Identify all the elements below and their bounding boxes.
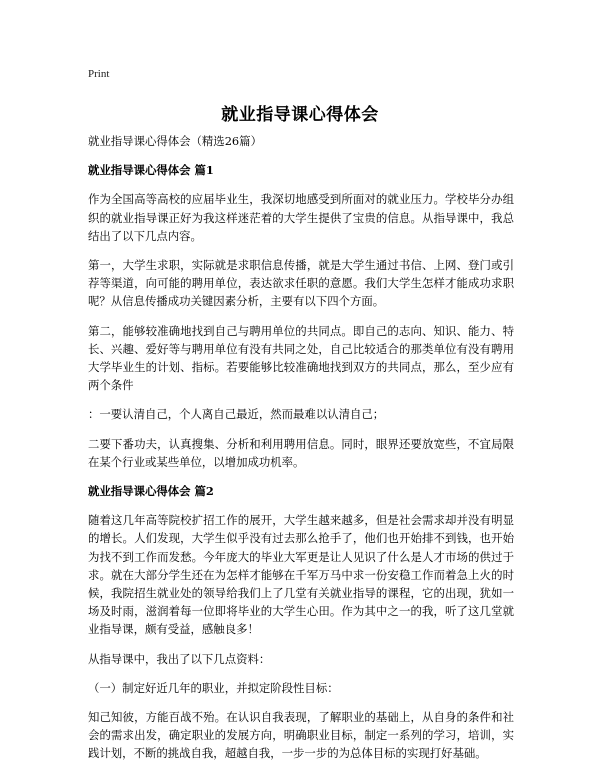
paragraph: 知己知彼，方能百战不殆。在认识自我表现，了解职业的基础上，从自身的条件和社会的需求出发，确定职业的发展方向，明确职业目标，制定一系列的学习，培训，实践计划，不断的挑战自我，超越自我，一步一步的为总体目标的实现打好基础。 [88, 710, 514, 761]
document-title: 就业指导课心得体会 [221, 105, 379, 125]
paragraph: 从指导课中，我出了以下几点资料： [88, 651, 271, 666]
print-label: Print [88, 68, 110, 80]
paragraph: （一）制定好近几年的职业，并拟定阶段性目标： [88, 680, 339, 695]
paragraph: 第一，大学生求职，实际就是求职信息传播，就是大学生通过书信、上网、登门或引荐等渠道，向可能的聘用单位，表达欲求任职的意愿。我们大学生怎样才能成功求职呢？从信息传播成功关键因素分析，主要有以下四个方面。 [88, 258, 514, 309]
paragraph: 第二，能够较准确地找到自己与聘用单位的共同点。即自己的志向、知识、能力、特长、兴趣、爱好等与聘用单位有没有共同之处，自己比较适合的那类单位有没有聘用大学毕业生的计划、指标。若要能够比较准确地找到双方的共同点，那么，至少应有两个条件 [88, 323, 514, 393]
paragraph: 随着这几年高等院校扩招工作的展开，大学生越来越多，但是社会需求却并没有明显的增长。人们发现，大学生似乎没有过去那么抢手了，他们也开始排不到钱，也开始为找不到工作而发愁。今年庞大的毕业大军更是让人见识了什么是人才市场的供过于求。就在大部分学生还在为怎样才能够在千军万马中求一份安稳工作而着急上火的时候，我院招生就业处的领导给我们上了几堂有关就业指导的课程，它的出现，犹如一场及时雨，滋润着每一位即将毕业的大学生心田。作为其中之一的我，听了这几堂就业指导课，颇有受益，感触良多！ [88, 513, 514, 637]
paragraph: ：一要认清自己，个人离自己最近，然而最难以认清自己； [88, 407, 385, 422]
paragraph: 作为全国高等高校的应届毕业生，我深切地感受到所面对的就业压力。学校毕分办组织的就业指导课正好为我这样迷茫着的大学生提供了宝贵的信息。从指导课中，我总结出了以下几点内容。 [88, 192, 514, 243]
document-body [88, 132, 514, 774]
section-heading-1: 就业指导课心得体会 篇1 [88, 163, 214, 178]
paragraph: 二要下番功夫，认真搜集、分析和利用聘用信息。同时，眼界还要放宽些，不宜局限在某个行业或某些单位，以增加成功机率。 [88, 436, 514, 469]
section-heading-2: 就业指导课心得体会 篇2 [88, 484, 214, 499]
document-subtitle: 就业指导课心得体会（精选26篇） [88, 134, 262, 148]
